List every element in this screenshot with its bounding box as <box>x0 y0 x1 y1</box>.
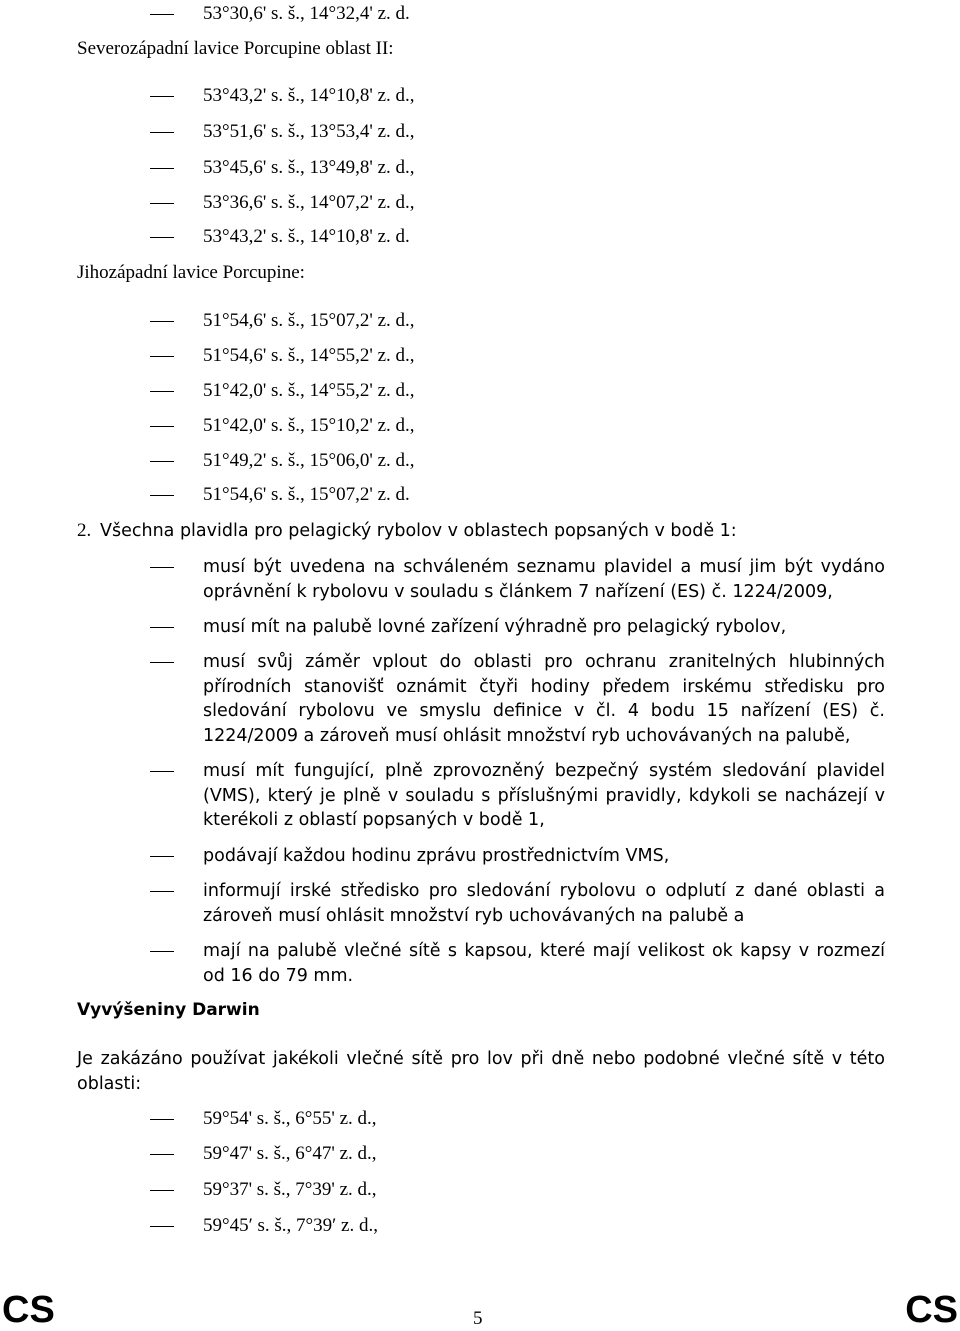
dash-bullet <box>150 168 174 169</box>
dash-bullet <box>150 567 174 568</box>
coordinate-text: 53°30,6' s. š., 14°32,4' z. d. <box>203 3 410 24</box>
darwin-heading: Vyvýšeniny Darwin <box>77 1000 260 1020</box>
coordinate-text: 53°45,6' s. š., 13°49,8' z. d., <box>203 157 415 178</box>
coordinate-text: 51°54,6' s. š., 15°07,2' z. d. <box>203 484 410 505</box>
dash-bullet <box>150 951 174 952</box>
coordinate-text: 59°47' s. š., 6°47' z. d., <box>203 1143 377 1164</box>
dash-bullet <box>150 426 174 427</box>
dash-bullet <box>150 96 174 97</box>
dash-bullet <box>150 1154 174 1155</box>
dash-bullet <box>150 627 174 628</box>
page-number: 5 <box>473 1308 483 1329</box>
coordinate-text: 59°45′ s. š., 7°39′ z. d., <box>203 1215 378 1236</box>
dash-bullet <box>150 203 174 204</box>
coordinate-text: 53°43,2' s. š., 14°10,8' z. d. <box>203 226 410 247</box>
dash-bullet <box>150 771 174 772</box>
point-number: 2. <box>77 520 92 541</box>
dash-bullet <box>150 495 174 496</box>
coordinate-text: 53°43,2' s. š., 14°10,8' z. d., <box>203 85 415 106</box>
bullet-text: musí mít na palubě lovné zařízení výhradně pro pelagický rybolov, <box>203 617 787 637</box>
section-title: Jihozápadní lavice Porcupine: <box>77 262 305 283</box>
coordinate-text: 59°37' s. š., 7°39' z. d., <box>203 1179 377 1200</box>
point-intro-text: Všechna plavidla pro pelagický rybolov v oblastech popsaných v bodě 1: <box>100 521 737 541</box>
coordinate-text: 51°49,2' s. š., 15°06,0' z. d., <box>203 450 415 471</box>
dash-bullet <box>150 856 174 857</box>
coordinate-text: 51°42,0' s. š., 14°55,2' z. d., <box>203 380 415 401</box>
dash-bullet <box>150 1119 174 1120</box>
bullet-text: musí mít fungující, plně zprovozněný bezpečný systém sledování plavidel (VMS), který je plně v souladu s příslušnými pravidly, kdykoli se nacházejí v kterékoli z oblastí popsaných v bodě 1, <box>203 761 885 830</box>
coordinate-text: 59°54' s. š., 6°55' z. d., <box>203 1108 377 1129</box>
coordinate-text: 53°51,6' s. š., 13°53,4' z. d., <box>203 121 415 142</box>
dash-bullet <box>150 891 174 892</box>
dash-bullet <box>150 132 174 133</box>
coordinate-text: 51°54,6' s. š., 14°55,2' z. d., <box>203 345 415 366</box>
dash-bullet <box>150 1190 174 1191</box>
dash-bullet <box>150 14 174 15</box>
section-title: Severozápadní lavice Porcupine oblast II: <box>77 38 394 59</box>
bullet-text: musí být uvedena na schváleném seznamu plavidel a musí jim být vydáno oprávnění k rybolovu v souladu s článkem 7 nařízení (ES) č. 1224/2009, <box>203 557 885 602</box>
bullet-text: mají na palubě vlečné sítě s kapsou, které mají velikost ok kapsy v rozmezí od 16 do 79 mm. <box>203 941 885 986</box>
coordinate-text: 51°42,0' s. š., 15°10,2' z. d., <box>203 415 415 436</box>
dash-bullet <box>150 662 174 663</box>
footer-language-code-right: CS <box>905 1289 958 1331</box>
dash-bullet <box>150 321 174 322</box>
coordinate-text: 53°36,6' s. š., 14°07,2' z. d., <box>203 192 415 213</box>
bullet-text: podávají každou hodinu zprávu prostřednictvím VMS, <box>203 846 670 866</box>
dash-bullet <box>150 237 174 238</box>
coordinate-text: 51°54,6' s. š., 15°07,2' z. d., <box>203 310 415 331</box>
bullet-text: musí svůj záměr vplout do oblasti pro ochranu zranitelných hlubinných přírodních stanovišť oznámit čtyři hodiny předem irskému středisku pro sledování rybolovu ve smyslu definice v čl. 4 bodu 15 nařízení (ES) č. 1224/2009 a zároveň musí ohlásit množství ryb uchovávaných na palubě, <box>203 652 885 746</box>
dash-bullet <box>150 1226 174 1227</box>
dash-bullet <box>150 356 174 357</box>
darwin-paragraph: Je zakázáno používat jakékoli vlečné sítě pro lov při dně nebo podobné vlečné sítě v této oblasti: <box>77 1049 885 1094</box>
footer-language-code-left: CS <box>2 1289 55 1331</box>
bullet-text: informují irské středisko pro sledování rybolovu o odplutí z dané oblasti a zároveň musí ohlásit množství ryb uchovávaných na palubě a <box>203 881 885 926</box>
dash-bullet <box>150 461 174 462</box>
dash-bullet <box>150 391 174 392</box>
